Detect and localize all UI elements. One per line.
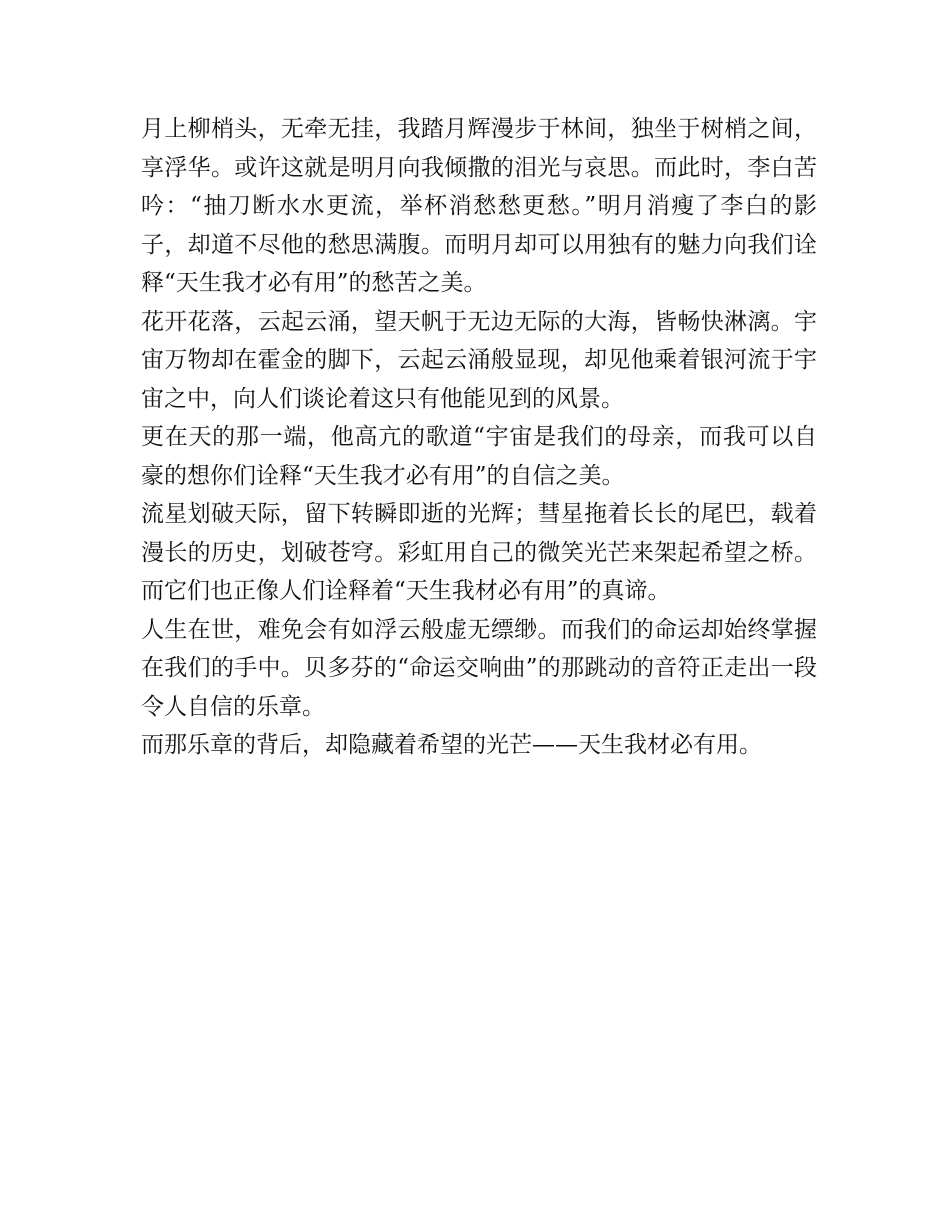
paragraph-2: 花开花落，云起云涌，望天帆于无边无际的大海，皆畅快淋漓。宇宙万物却在霍金的脚下，云起云涌般显现，却见他乘着银河流于宇宙之中，向人们谈论着这只有他能见到的风景。 (141, 308, 817, 412)
paragraph-6: 而那乐章的背后，却隐藏着希望的光芒——天生我材必有用。 (141, 732, 762, 758)
paragraph-1: 月上柳梢头，无牵无挂，我踏月辉漫步于林间，独坐于树梢之间，享浮华。或许这就是明月向我倾撒的泪光与哀思。而此时，李白苦吟：“抽刀断水水更流，举杯消愁愁更愁。”明月消瘦了李白的影子，却道不尽他的愁思满腹。而明月却可以用独有的魅力向我们诠释“天生我才必有用”的愁苦之美。 (141, 116, 817, 296)
paragraph-3: 更在天的那一端，他高亢的歌道“宇宙是我们的母亲，而我可以自豪的想你们诠释“天生我才必有用”的自信之美。 (141, 424, 817, 489)
paragraph-5: 人生在世，难免会有如浮云般虚无缥缈。而我们的命运却始终掌握在我们的手中。贝多芬的“命运交响曲”的那跳动的音符正走出一段令人自信的乐章。 (141, 616, 817, 720)
essay-body (141, 110, 817, 765)
paragraph-4: 流星划破天际，留下转瞬即逝的光辉；彗星拖着长长的尾巴，载着漫长的历史，划破苍穹。彩虹用自己的微笑光芒来架起希望之桥。而它们也正像人们诠释着“天生我材必有用”的真谛。 (141, 501, 817, 604)
